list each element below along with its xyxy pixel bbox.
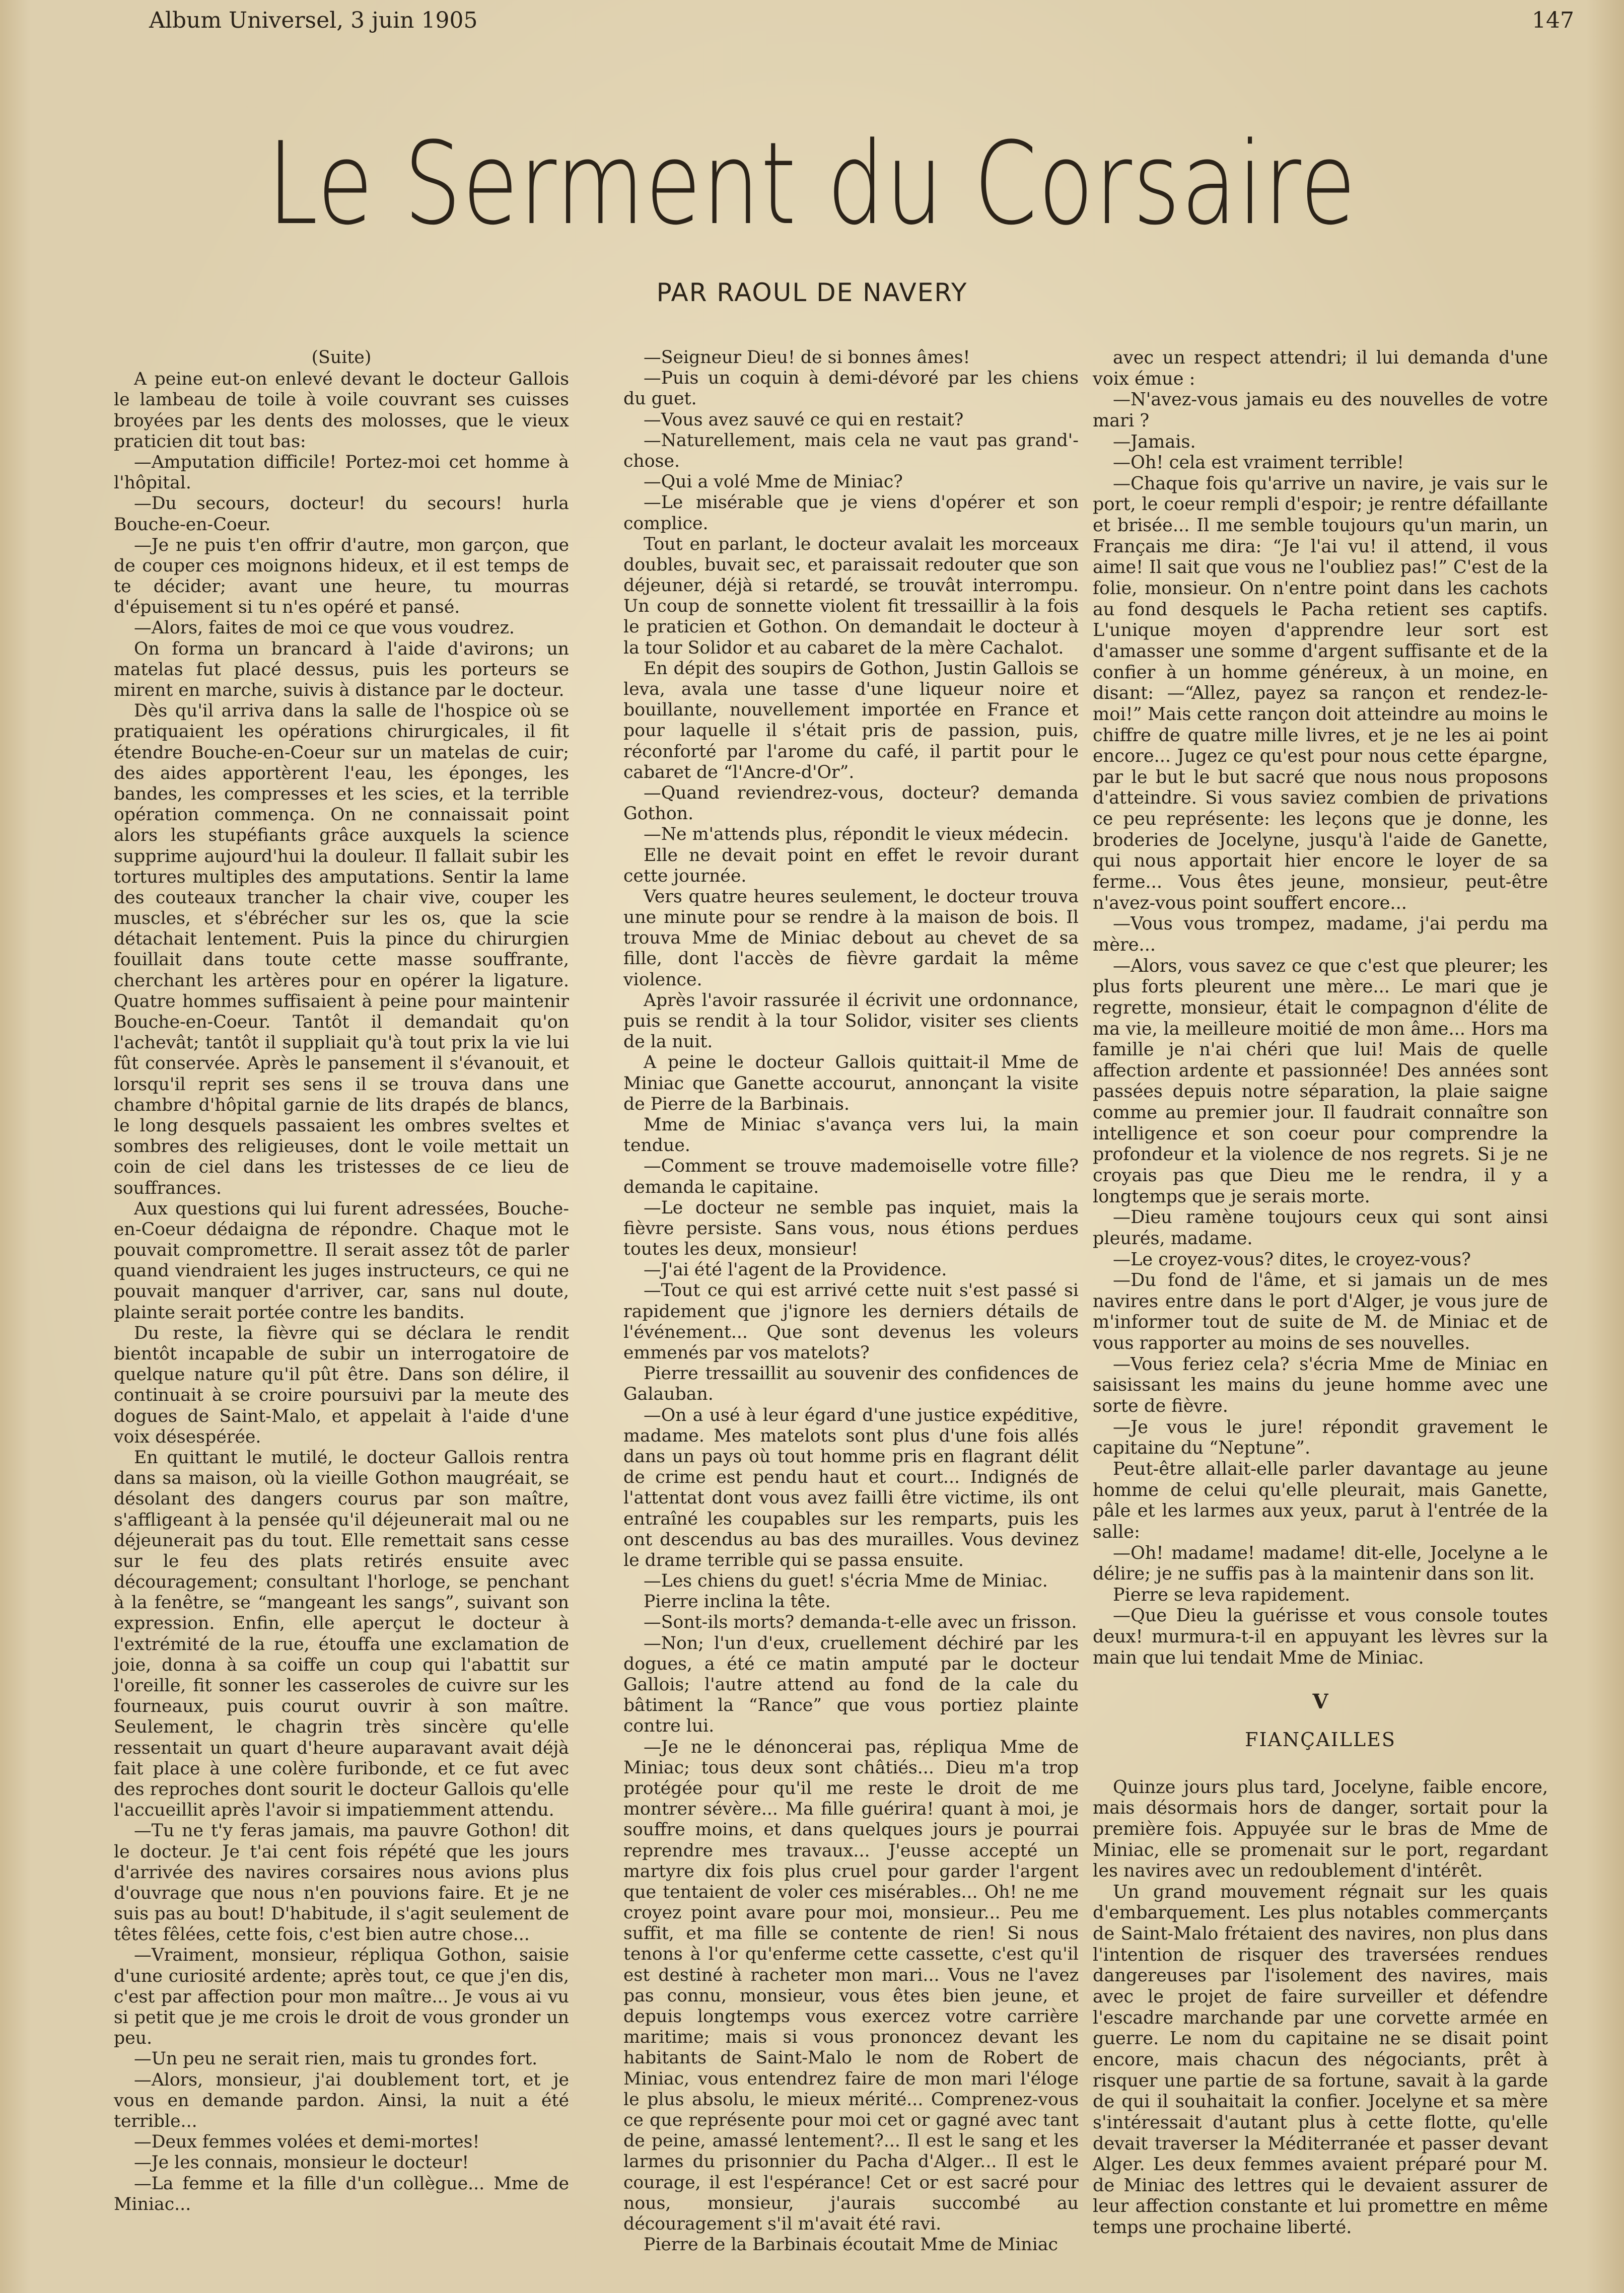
paragraph: —Oh! cela est vraiment terrible! <box>1113 452 1404 473</box>
paragraph: —Qui a volé Mme de Miniac? <box>644 472 903 492</box>
column-1-text <box>114 369 569 2215</box>
paragraph: —Naturellement, mais cela ne vaut pas grand'-chose. <box>623 430 1079 471</box>
paragraph: —Le croyez-vous? dites, le croyez-vous? <box>1113 1249 1471 1270</box>
paragraph: —Vraiment, monsieur, répliqua Gothon, saisie d'une curiosité ardente; après tout, ce que j'en dis, c'est par affection pour mon maître... Je vous ai vu si petit que je me crois le droit de vous gronder un peu. <box>114 1945 569 2049</box>
paragraph: —Quand reviendrez-vous, docteur? demanda Gothon. <box>623 782 1079 824</box>
paragraph: —Tout ce qui est arrivé cette nuit s'est passé si rapidement que j'ignore les derniers détails de l'événement... Que sont devenus les voleurs emmenés par vos matelots? <box>623 1280 1079 1363</box>
paragraph: —Non; l'un d'eux, cruellement déchiré par les dogues, a été ce matin amputé par le docteur Gallois; l'autre attend au fond de la cale du bâtiment la “Rance” que vous portiez plainte contre lui. <box>623 1633 1079 1737</box>
column-3 <box>1093 347 1548 2238</box>
column-2 <box>623 347 1079 2255</box>
paragraph: Peut-être allait-elle parler davantage au jeune homme de celui qu'elle pleurait, mais Ganette, pâle et les larmes aux yeux, parut à l'entrée de la salle: <box>1093 1458 1548 1542</box>
byline: PAR RAOUL DE NAVERY <box>656 278 968 307</box>
paragraph: —Amputation difficile! Portez-moi cet homme à l'hôpital. <box>114 452 569 493</box>
paragraph: Tout en parlant, le docteur avalait les morceaux doubles, buvait sec, et paraissait redouter que son déjeuner, déjà si retardé, se trouvât interrompu. Un coup de sonnette violent fit tressaillir à la fois le praticien et Gothon. On demandait le docteur à la tour Solidor et au cabaret de la mère Cachalot. <box>623 534 1079 658</box>
paragraph: —Seigneur Dieu! de si bonnes âmes! <box>644 347 970 368</box>
paragraph: —Alors, vous savez ce que c'est que pleurer; les plus forts pleurent une mère... Le mari que je regrette, monsieur, était le compagnon d'élite de ma vie, la meilleure moitié de mon âme... Hors ma famille je n'ai chéri que lui! Mais de quelle affection ardente et passionnée! Des années sont passées depuis notre séparation, la plaie saigne comme au premier jour. Il faudrait connaître son intelligence et son coeur pour comprendre la profondeur et la violence de nos regrets. Si je ne croyais pas que Dieu me le rendra, il y a longtemps que je serais morte. <box>1093 955 1548 1207</box>
paragraph: Après l'avoir rassurée il écrivit une ordonnance, puis se rendit à la tour Solidor, visiter ses clients de la nuit. <box>623 990 1079 1052</box>
paragraph: —Alors, faites de moi ce que vous voudrez. <box>134 618 515 638</box>
story-title: Le Serment du Corsaire <box>267 118 1357 250</box>
paragraph: Du reste, la fièvre qui se déclara le rendit bientôt incapable de subir un interrogatoire de quelque nature qu'il pût être. Dans son délire, il continuait à se croire poursuivi par la meute des dogues de Saint-Malo, et appelait à l'aide d'une voix désespérée. <box>114 1323 569 1447</box>
paragraph: Pierre de la Barbinais écoutait Mme de Miniac <box>644 2235 1058 2255</box>
paragraph: Pierre se leva rapidement. <box>1113 1584 1351 1605</box>
paragraph: —Tu ne t'y feras jamais, ma pauvre Gothon! dit le docteur. Je t'ai cent fois répété que les jours d'arrivée des navires corsaires nous avions plus d'ouvrage que nous n'en pouvions faire. Et je ne suis pas au bout! D'habitude, il s'agit seulement de têtes fêlées, cette fois, c'est bien autre chose... <box>114 1821 569 1945</box>
paragraph: —Vous vous trompez, madame, j'ai perdu ma mère... <box>1093 913 1548 955</box>
paragraph: En quittant le mutilé, le docteur Gallois rentra dans sa maison, où la vieille Gothon maugréait, se désolant des dangers courus par son maître, s'affligeant à la pensée qu'il déjeunerait mal ou ne déjeunerait pas du tout. Elle remettait sans cesse sur le feu des plats retirés ensuite avec découragement; consultant l'horloge, se penchant à la fenêtre, se “mangeant les sangs”, suivant son expression. Enfin, elle aperçut le docteur à l'extrémité de la rue, étouffa une exclamation de joie, donna à sa coiffe un coup qui l'abattit sur l'oreille, fit sonner les casseroles de cuivre sur les fourneaux, puis courut ouvrir à son maître. Seulement, le chagrin très sincère qu'elle ressentait un quart d'heure auparavant avait déjà fait place à une colère furibonde, et ce fut avec des reproches dont sourit le docteur Gallois qu'elle l'accueillit après l'avoir si impatiemment attendu. <box>114 1447 569 1821</box>
paragraph: —Comment se trouve mademoiselle votre fille? demanda le capitaine. <box>623 1156 1079 1197</box>
paragraph: —Les chiens du guet! s'écria Mme de Miniac. <box>644 1571 1048 1592</box>
paragraph: A peine eut-on enlevé devant le docteur Gallois le lambeau de toile à voile couvrant ses cuisses broyées par les dents des molosses, que le vieux praticien dit tout bas: <box>114 369 569 452</box>
column-3-text-before <box>1093 347 1548 1668</box>
publication-date: Album Universel, 3 juin 1905 <box>149 8 478 33</box>
paragraph: —Que Dieu la guérisse et vous console toutes deux! murmura-t-il en appuyant les lèvres sur la main que lui tendait Mme de Miniac. <box>1093 1605 1548 1668</box>
paragraph: —Vous avez sauvé ce qui en restait? <box>644 409 964 430</box>
paragraph: A peine le docteur Gallois quittait-il Mme de Miniac que Ganette accourut, annonçant la visite de Pierre de la Barbinais. <box>623 1052 1079 1114</box>
paragraph: Dès qu'il arriva dans la salle de l'hospice où se pratiquaient les opérations chirurgicales, il fit étendre Bouche-en-Coeur sur un matelas de cuir; des aides apportèrent l'eau, les éponges, les bandes, les compresses et les scies, et la terrible opération commença. On ne connaissait point alors les stupéfiants grâce auxquels la science supprime aujourd'hui la douleur. Il fallait subir les tortures multiples des amputations. Sentir la lame des couteaux trancher la chair vive, couper les muscles, et s'ébrécher sur les os, que la scie détachait lentement. Puis la pince du chirurgien fouillait dans toute cette masse souffrante, cherchant les artères pour en opérer la ligature. Quatre hommes suffisaient à peine pour maintenir Bouche-en-Coeur. Tantôt il demandait qu'on l'achevât; tantôt il suppliait qu'à tout prix la vie lui fût conservée. Après le pansement il s'évanouit, et lorsqu'il reprit ses sens il se trouva dans une chambre d'hôpital garnie de lits drapés de blancs, le long desquels passaient les ombres sveltes et sombres des religieuses, dont le voile mettait un coin de ciel dans les tristesses de ce lieu de souffrances. <box>114 701 569 1198</box>
paragraph: —Je vous le jure! répondit gravement le capitaine du “Neptune”. <box>1093 1416 1548 1459</box>
paragraph: —Du fond de l'âme, et si jamais un de mes navires entre dans le port d'Alger, je vous jure de m'informer tout de suite de M. de Miniac et de vous rapporter au moins de ses nouvelles. <box>1093 1270 1548 1354</box>
section-number: V <box>1312 1690 1328 1714</box>
section-title: FIANÇAILLES <box>1245 1729 1396 1751</box>
suite-label: (Suite) <box>311 347 372 368</box>
page-number: 147 <box>1532 8 1574 33</box>
paragraph: Elle ne devait point en effet le revoir durant cette journée. <box>623 845 1079 886</box>
paragraph: —Le misérable que je viens d'opérer et son complice. <box>623 492 1079 534</box>
paragraph: Vers quatre heures seulement, le docteur trouva une minute pour se rendre à la maison de bois. Il trouva Mme de Miniac debout au chevet de sa fille, dont l'accès de fièvre gardait la même violence. <box>623 886 1079 990</box>
paragraph: —Vous feriez cela? s'écria Mme de Miniac en saisissant les mains du jeune homme avec une sorte de fièvre. <box>1093 1353 1548 1417</box>
paragraph: —Je les connais, monsieur le docteur! <box>134 2153 469 2173</box>
paragraph: Aux questions qui lui furent adressées, Bouche-en-Coeur dédaigna de répondre. Chaque mot le pouvait compromettre. Il serait assez tôt de parler quand viendraient les juges instructeurs, ce qui ne pouvait manquer d'arriver, car, sans nul doute, plainte serait portée contre les bandits. <box>114 1198 569 1323</box>
paragraph: Pierre tressaillit au souvenir des confidences de Galauban. <box>623 1364 1079 1405</box>
paragraph: Un grand mouvement régnait sur les quais d'embarquement. Les plus notables commerçants de Saint-Malo frétaient des navires, non plus dans l'intention de risquer des traversées rendues dangereuses par l'isolement des navires, mais avec le projet de faire surveiller et défendre l'escadre marchande par une corvette armée en guerre. Le nom du capitaine ne se disait point encore, mais chacun des négociants, prêt à risquer une partie de sa fortune, savait à la garde de qui il souhaitait la confier. Jocelyne et sa mère s'intéressait d'autant plus à cette flotte, qu'elle devait traverser la Méditerranée et passer devant Alger. Les deux femmes avaient préparé pour M. de Miniac des lettres qui le devaient assurer de leur affection constante et lui promettre en même temps une prochaine liberté. <box>1093 1881 1548 2238</box>
paragraph: —On a usé à leur égard d'une justice expéditive, madame. Mes matelots sont plus d'une fois allés dans un pays où tout homme pris en flagrant délit de crime est pendu haut et court... Indignés de l'attentat dont vous avez failli être victime, ils ont entraîné les coupables sur les remparts, puis les ont descendus au bas des murailles. Vous devinez le drame terrible qui se passa ensuite. <box>623 1405 1079 1570</box>
paragraph: Mme de Miniac s'avança vers lui, la main tendue. <box>623 1114 1079 1156</box>
column-1 <box>114 347 569 2215</box>
paragraph: —Je ne le dénoncerai pas, répliqua Mme de Miniac; tous deux sont châtiés... Dieu m'a trop protégée pour qu'il me reste le droit de me montrer sévère... Ma fille guérira! quant à moi, je souffre moins, et dans quelques jours je pourrai reprendre mes travaux... J'eusse accepté un martyre dix fois plus cruel pour garder l'argent que tentaient de voler ces misérables... Oh! ne me croyez point avare pour moi, monsieur... Peu me suffit, et ma fille se contente de rien! Si nous tenons à l'or qu'enferme cette cassette, c'est qu'il est destiné à racheter mon mari... Vous ne l'avez pas connu, monsieur, vous êtes bien jeune, et depuis longtemps vous exercez votre carrière maritime; mais si vous prononcez devant les habitants de Saint-Malo le nom de Robert de Miniac, vous entendrez faire de mon mari l'éloge le plus absolu, le mieux mérité... Comprenez-vous ce que représente pour moi cet or gagné avec tant de peine, amassé lentement?... Il est le sang et les larmes du prisonnier du Pacha d'Alger... Il est le courage, il est l'espérance! Cet or est sacré pour nous, monsieur, j'aurais succombé au découragement s'il m'avait été ravi. <box>623 1737 1079 2234</box>
paragraph: —Deux femmes volées et demi-mortes! <box>134 2132 480 2153</box>
paragraph: —Sont-ils morts? demanda-t-elle avec un frisson. <box>644 1612 1077 1633</box>
paragraph: —Je ne puis t'en offrir d'autre, mon garçon, que de couper ces moignons hideux, et il est temps de te décider; avant une heure, tu mourras d'épuisement si tu n'es opéré et pansé. <box>114 535 569 618</box>
paragraph: En dépit des soupirs de Gothon, Justin Gallois se leva, avala une tasse d'une liqueur noire et bouillante, nouvellement importée en France et pour laquelle il s'était pris de passion, puis, réconforté par l'arome du café, il partit pour le cabaret de “l'Ancre-d'Or”. <box>623 658 1079 782</box>
paragraph: —Dieu ramène toujours ceux qui sont ainsi pleurés, madame. <box>1093 1207 1548 1249</box>
paragraph: On forma un brancard à l'aide d'avirons; un matelas fut placé dessus, puis les porteurs se mirent en marche, suivis à distance par le docteur. <box>114 638 569 700</box>
paragraph: —Puis un coquin à demi-dévoré par les chiens du guet. <box>623 368 1079 409</box>
paragraph: —La femme et la fille d'un collègue... Mme de Miniac... <box>114 2173 569 2214</box>
paragraph: —Du secours, docteur! du secours! hurla Bouche-en-Coeur. <box>114 493 569 535</box>
paragraph: Pierre inclina la tête. <box>644 1592 831 1612</box>
column-3-text-after <box>1093 1777 1548 2238</box>
paragraph: —Oh! madame! madame! dit-elle, Jocelyne a le délire; je ne suffis pas à la maintenir dans son lit. <box>1093 1542 1548 1585</box>
paragraph: —J'ai été l'agent de la Providence. <box>644 1260 947 1280</box>
paragraph: Quinze jours plus tard, Jocelyne, faible encore, mais désormais hors de danger, sortait pour la première fois. Appuyée sur le bras de Mme de Miniac, elle se promenait sur le port, regardant les navires avec un redoublement d'intérêt. <box>1093 1776 1548 1882</box>
paragraph: avec un respect attendri; il lui demanda d'une voix émue : <box>1093 347 1548 389</box>
paragraph: —N'avez-vous jamais eu des nouvelles de votre mari ? <box>1093 389 1548 431</box>
paragraph: —Jamais. <box>1113 431 1196 452</box>
paragraph: —Chaque fois qu'arrive un navire, je vais sur le port, le coeur rempli d'espoir; je rentre défaillante et brisée... Il me semble toujours qu'un marin, un Français me dira: “Je l'ai vu! il attend, il vous aime! Il sait que vous ne l'oubliez pas!” C'est de la folie, monsieur. On n'entre point dans les cachots au fond desquels le Pacha retient ses captifs. L'unique moyen d'apprendre leur sort est d'amasser une somme d'argent suffisante et de la confier à un homme généreux, à un moine, en disant: —“Allez, payez sa rançon et rendez-le-moi!” Mais cette rançon doit atteindre au moins le chiffre de quatre mille livres, et je ne les ai point encore... Jugez ce qu'est pour nous cette épargne, par le but le but sacré que nous nous proposons d'atteindre. Si vous saviez combien de privations ce peu représente: les leçons que je donne, les broderies de Jocelyne, jusqu'à l'aide de Ganette, qui nous apportait hier encore le loyer de sa ferme... Vous êtes jeune, monsieur, peut-être n'avez-vous point souffert encore... <box>1093 473 1548 913</box>
paragraph: —Le docteur ne semble pas inquiet, mais la fièvre persiste. Sans vous, nous étions perdues toutes les deux, monsieur! <box>623 1197 1079 1260</box>
paragraph: —Un peu ne serait rien, mais tu grondes fort. <box>134 2049 538 2069</box>
column-2-text <box>623 347 1079 2255</box>
paragraph: —Ne m'attends plus, répondit le vieux médecin. <box>644 824 1069 845</box>
paragraph: —Alors, monsieur, j'ai doublement tort, et je vous en demande pardon. Ainsi, la nuit a été terrible... <box>114 2069 569 2131</box>
